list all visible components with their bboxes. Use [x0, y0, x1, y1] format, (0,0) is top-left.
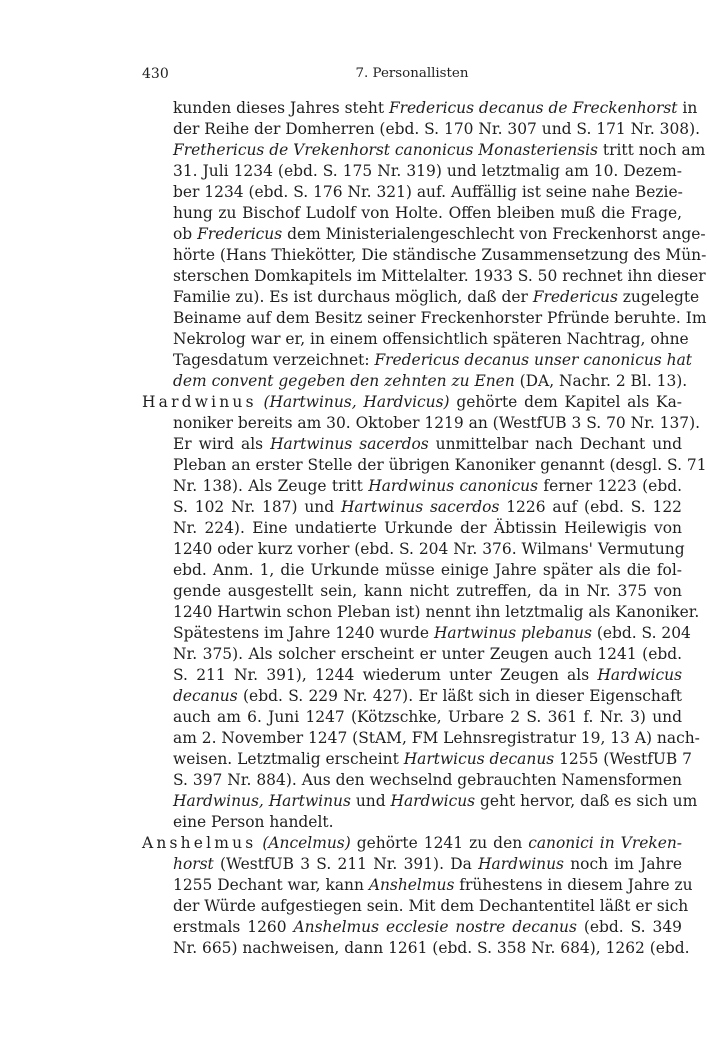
text-line: noniker bereits am 30. Oktober 1219 an (WestfUB 3 S. 70 Nr. 137).: [173, 414, 701, 432]
text-line: Hardwinus (Hartwinus, Hardvicus) gehörte dem Kapitel als Ka-: [142, 393, 682, 411]
text-line: am 2. November 1247 (StAM, FM Lehnsregistratur 19, 13 A) nach-: [173, 729, 700, 747]
text-line: erstmals 1260 Anshelmus ecclesie nostre decanus (ebd. S. 349: [173, 918, 682, 936]
text-line: Tagesdatum verzeichnet: Fredericus decanus unser canonicus hat: [173, 351, 692, 369]
text-line: kunden dieses Jahres steht Fredericus decanus de Freckenhorst in: [173, 99, 698, 117]
text-line: Nr. 375). Als solcher erscheint er unter Zeugen auch 1241 (ebd.: [173, 645, 682, 663]
page-header: [142, 66, 682, 86]
text-line: Nekrolog war er, in einem offensichtlich späteren Nachtrag, ohne: [173, 330, 689, 348]
text-line: horst (WestfUB 3 S. 211 Nr. 391). Da Hardwinus noch im Jahre: [173, 855, 682, 873]
text-line: S. 102 Nr. 187) und Hartwinus sacerdos 1226 auf (ebd. S. 122: [173, 498, 682, 516]
text-line: decanus (ebd. S. 229 Nr. 427). Er läßt sich in dieser Eigenschaft: [173, 687, 682, 705]
text-line: Beiname auf dem Besitz seiner Freckenhorster Pfründe beruhte. Im: [173, 309, 707, 327]
text-line: S. 397 Nr. 884). Aus den wechselnd gebrauchten Namensformen: [173, 771, 682, 789]
text-line: 1255 Dechant war, kann Anshelmus frühestens in diesem Jahre zu: [173, 876, 693, 894]
text-line: eine Person handelt.: [173, 813, 334, 831]
text-line: sterschen Domkapitels im Mittelalter. 1933 S. 50 rechnet ihn dieser: [173, 267, 706, 285]
text-line: Er wird als Hartwinus sacerdos unmittelbar nach Dechant und: [173, 435, 682, 453]
text-line: weisen. Letztmalig erscheint Hartwicus decanus 1255 (WestfUB 7: [173, 750, 692, 768]
text-line: Pleban an erster Stelle der übrigen Kanoniker genannt (desgl. S. 71: [173, 456, 707, 474]
text-line: hörte (Hans Thiekötter, Die ständische Zusammensetzung des Mün-: [173, 246, 707, 264]
text-line: 1240 oder kurz vorher (ebd. S. 204 Nr. 376. Wilmans' Vermutung: [173, 540, 685, 558]
text-line: der Würde aufgestiegen sein. Mit dem Dechantentitel läßt er sich: [173, 897, 689, 915]
text-line: S. 211 Nr. 391), 1244 wiederum unter Zeugen als Hardwicus: [173, 666, 682, 684]
text-line: Familie zu). Es ist durchaus möglich, daß der Fredericus zugelegte: [173, 288, 700, 306]
page-number: 430: [142, 66, 169, 82]
text-line: hung zu Bischof Ludolf von Holte. Offen bleiben muß die Frage,: [173, 204, 682, 222]
text-line: Nr. 138). Als Zeuge tritt Hardwinus canonicus ferner 1223 (ebd.: [173, 477, 682, 495]
text-line: dem convent gegeben den zehnten zu Enen (DA, Nachr. 2 Bl. 13).: [173, 372, 688, 390]
text-line: ber 1234 (ebd. S. 176 Nr. 321) auf. Auffällig ist seine nahe Bezie-: [173, 183, 683, 201]
text-line: ebd. Anm. 1, die Urkunde müsse einige Jahre später als die fol-: [173, 561, 682, 579]
text-line: Frethericus de Vrekenhorst canonicus Monasteriensis tritt noch am: [173, 141, 706, 159]
running-title: 7. Personallisten: [355, 66, 469, 81]
text-line: 31. Juli 1234 (ebd. S. 175 Nr. 319) und letztmalig am 10. Dezem-: [173, 162, 682, 180]
text-line: Nr. 665) nachweisen, dann 1261 (ebd. S. 358 Nr. 684), 1262 (ebd.: [173, 939, 690, 957]
text-line: gende ausgestellt sein, kann nicht zutreffen, da in Nr. 375 von: [173, 582, 682, 600]
text-line: der Reihe der Domherren (ebd. S. 170 Nr. 307 und S. 171 Nr. 308).: [173, 120, 701, 138]
text-line: Anshelmus (Ancelmus) gehörte 1241 zu den canonici in Vreken-: [142, 834, 682, 852]
text-line: Spätestens im Jahre 1240 wurde Hartwinus plebanus (ebd. S. 204: [173, 624, 691, 642]
text-line: Nr. 224). Eine undatierte Urkunde der Äbtissin Heilewigis von: [173, 519, 682, 537]
text-line: ob Fredericus dem Ministerialengeschlecht von Freckenhorst ange-: [173, 225, 706, 243]
text-line: Hardwinus, Hartwinus und Hardwicus geht hervor, daß es sich um: [173, 792, 698, 810]
text-line: 1240 Hartwin schon Pleban ist) nennt ihn letztmalig als Kanoniker.: [173, 603, 700, 621]
text-line: auch am 6. Juni 1247 (Kötzschke, Urbare 2 S. 361 f. Nr. 3) und: [173, 708, 682, 726]
